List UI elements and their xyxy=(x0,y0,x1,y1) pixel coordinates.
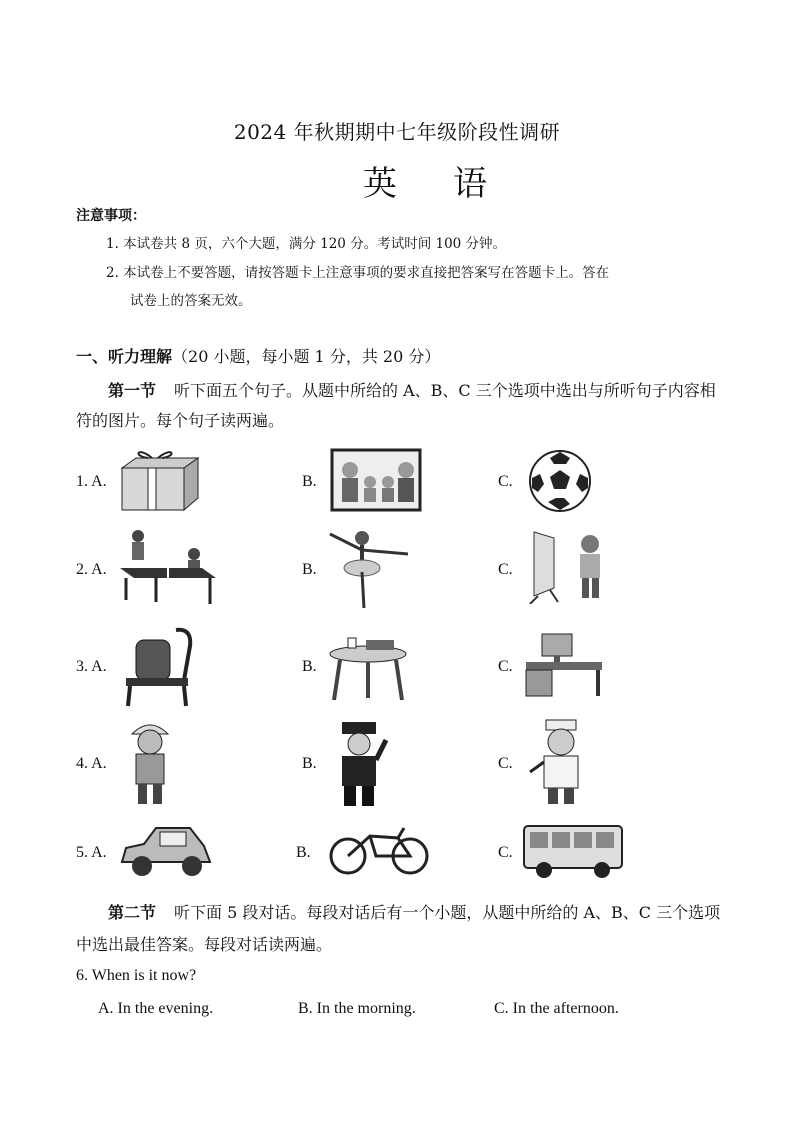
notice-heading: 注意事项： xyxy=(76,208,146,224)
q1-option-c: C. xyxy=(498,473,513,490)
q3-option-a: 3. A. xyxy=(76,658,107,675)
bag-on-chair-icon xyxy=(118,624,200,708)
q2-option-b: B. xyxy=(302,561,317,578)
q1-option-a: 1. A. xyxy=(76,473,107,490)
worker-icon xyxy=(120,716,180,808)
ping-pong-icon xyxy=(116,528,220,608)
bicycle-icon xyxy=(328,824,432,876)
ballet-dancer-icon xyxy=(322,528,414,610)
car-icon xyxy=(116,822,214,882)
section-1-heading xyxy=(76,344,440,367)
q6-option-c: C. In the afternoon. xyxy=(494,1000,619,1017)
q6-option-a: A. In the evening. xyxy=(98,1000,214,1017)
q4-option-a: 4. A. xyxy=(76,755,107,772)
part-2-instructions xyxy=(76,897,724,961)
soccer-ball-icon xyxy=(526,448,594,514)
table-with-books-icon xyxy=(326,632,410,702)
notice-item-1: 1. 本试卷共 8 页，六个大题，满分 120 分。考试时间 100 分钟。 xyxy=(106,236,507,252)
part-2-text: 听下面 5 段对话。每段对话后有一个小题，从题中所给的 A、B、C 三个选项中选出最佳答案。每段对话读两遍。 xyxy=(76,903,721,954)
gift-box-icon xyxy=(118,446,204,514)
q5-option-c: C. xyxy=(498,844,513,861)
painting-girl-icon xyxy=(524,528,614,604)
part-2-label: 第二节 xyxy=(108,903,157,922)
question-6: 6. When is it now? xyxy=(76,967,197,984)
q4-option-b: B. xyxy=(302,755,317,772)
notice-item-2: 2. 本试卷上不要答题，请按答题卡上注意事项的要求直接把答案写在答题卡上。答在 xyxy=(106,265,610,281)
part-1-instructions xyxy=(76,376,724,436)
q3-option-c: C. xyxy=(498,658,513,675)
q4-option-c: C. xyxy=(498,755,513,772)
doctor-icon xyxy=(524,716,598,808)
section-1-note: （20 小题，每小题 1 分，共 20 分） xyxy=(172,347,441,366)
q6-option-b: B. In the morning. xyxy=(298,1000,416,1017)
police-officer-icon xyxy=(328,718,394,808)
section-1-title: 一、听力理解 xyxy=(76,347,173,366)
q5-option-b: B. xyxy=(296,844,311,861)
part-1-label: 第一节 xyxy=(108,381,157,400)
q5-option-a: 5. A. xyxy=(76,844,107,861)
q1-option-b: B. xyxy=(302,473,317,490)
family-photo-icon xyxy=(330,448,422,512)
part-1-text: 听下面五个句子。从题中所给的 A、B、C 三个选项中选出与所听句子内容相符的图片。每个句子读两遍。 xyxy=(76,381,716,430)
subject-title: 英语 xyxy=(363,164,543,204)
q2-option-a: 2. A. xyxy=(76,561,107,578)
notice-item-2-cont: 试卷上的答案无效。 xyxy=(130,293,252,309)
computer-desk-icon xyxy=(522,630,604,698)
exam-title: 2024 年秋期期中七年级阶段性调研 xyxy=(233,120,561,144)
q3-option-b: B. xyxy=(302,658,317,675)
q2-option-c: C. xyxy=(498,561,513,578)
bus-icon xyxy=(522,822,624,880)
